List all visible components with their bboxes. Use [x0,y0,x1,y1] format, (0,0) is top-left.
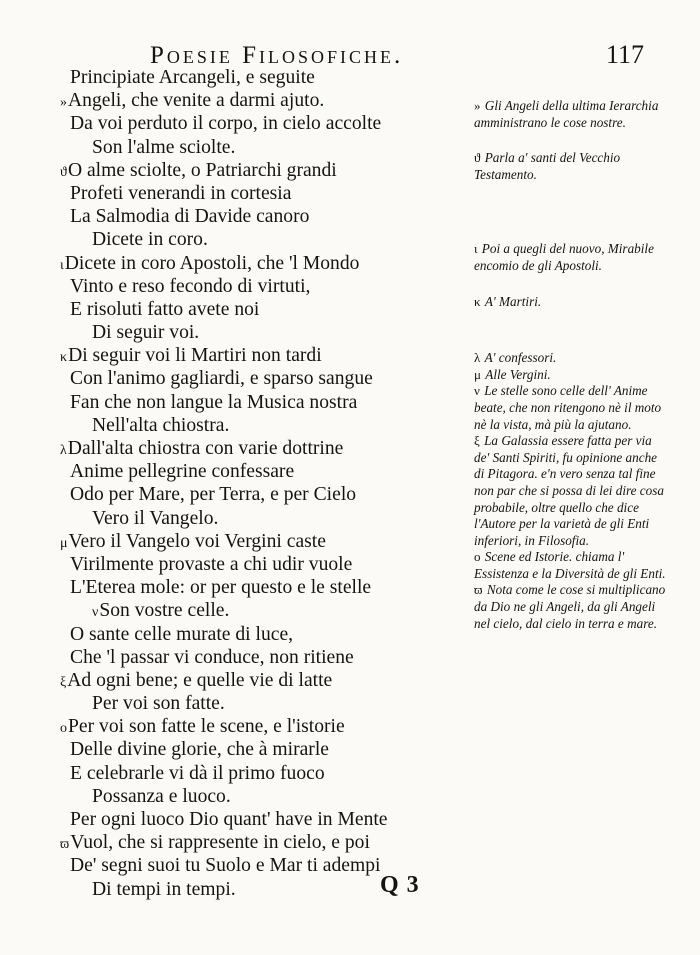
verse-line [60,831,470,854]
verse-line [60,252,470,275]
verse-line [70,228,470,251]
verse-text: Ad ogni bene; e quelle vie di latte [67,669,333,691]
verse-line [70,507,470,530]
marginal-note [474,383,666,433]
page-number: 117 [605,40,644,69]
verse-line [70,414,470,437]
note-text: Le stelle sono celle dell' Anime beate, che non ritengono nè il moto nè la vista, mà più la ajutano. [474,383,662,432]
verse-text: Vero il Vangelo. [92,507,219,529]
note-marker: μ [474,366,481,382]
note-marker: ϖ [60,837,70,853]
note-marker: ϑ [60,164,67,180]
marginal-note [474,98,666,131]
verse-line [70,762,470,785]
verse-text: E risoluti fatto avete noi [70,298,260,320]
verse-line [60,715,470,738]
verse-line [70,483,470,506]
marginal-note [474,294,666,311]
verse-line [60,344,470,367]
verse-line [70,367,470,390]
note-marker: ϑ [474,150,481,166]
note-marker: λ [60,443,67,458]
verse-line [70,692,470,715]
verse-line [60,437,470,460]
verse-line [70,785,470,808]
note-marker: λ [474,350,481,366]
verse-column [60,66,470,901]
marginal-note [474,549,666,582]
note-marker: ξ [474,433,480,449]
verse-text: La Salmodia di Davide canoro [70,206,310,228]
marginal-note [474,150,666,183]
note-text: La Galassia essere fatta per via de' Santi Spiriti, fu opinione anche di Pitagora. e'n vero senza tal fine non par che si possa di lei dire cosa probabile, oltre quello che dice l'Autore per la varietà de gli Enti inferiori, in Filosofia. [474,433,664,548]
verse-line [60,530,470,553]
verse-line [70,321,470,344]
verse-text: Son vostre celle. [99,600,230,622]
verse-line [70,553,470,576]
verse-text: Di tempi in tempi. [92,878,236,900]
signature-mark: Q 3 [380,872,420,898]
note-marker: ν [92,605,99,621]
verse-text: Anime pellegrine confessare [70,461,295,483]
verse-text: Fan che non langue la Musica nostra [70,391,358,413]
note-marker: ν [474,383,480,399]
note-marker: κ [474,293,481,309]
note-text: Parla a' santi del Vecchio Testamento. [474,150,621,182]
verse-text: Delle divine glorie, che à mirarle [70,739,329,761]
verse-text: Dicete in coro. [92,229,208,251]
note-marker: κ [60,350,68,366]
verse-text: Possanza e luoco. [92,785,231,807]
verse-text: Per voi son fatte le scene, e l'istorie [68,716,345,738]
verse-text: O sante celle murate di luce, [70,623,294,645]
verse-line [70,182,470,205]
verse-text: Vuol, che si rappresente in cielo, e poi [70,832,370,854]
verse-text: Profeti venerandi in cortesia [70,182,292,204]
verse-text: Dall'alta chiostra con varie dottrine [67,438,344,459]
verse-text: Per voi son fatte. [92,693,225,715]
verse-line [70,66,470,89]
verse-text: Son l'alme sciolte. [92,136,236,158]
note-marker: ϖ [474,582,483,598]
verse-line [70,646,470,669]
verse-line [70,205,470,228]
note-text: Scene ed Istorie. chiama l' Essistenza e la Diversità de gli Enti. [474,549,666,581]
verse-line [70,112,470,135]
verse-line [70,460,470,483]
verse-text: Angeli, che venite a darmi ajuto. [68,90,325,112]
verse-line [70,298,470,321]
verse-line [70,136,470,159]
note-marker: ξ [60,674,67,690]
verse-text: L'Eterea mole: or per questo e le stelle [70,577,372,599]
verse-text: O alme sciolte, o Patriarchi grandi [67,159,337,181]
verse-text: Di seguir voi li Martiri non tardi [68,345,322,367]
verse-line [60,89,470,112]
verse-text: Nell'alta chiostra. [92,414,230,436]
verse-line [70,623,470,646]
verse-text: Principiate Arcangeli, e seguite [70,67,315,88]
note-marker: » [60,95,67,111]
note-text: Nota come le cose si multiplicano da Dio ne gli Angeli, da gli Angeli nel cielo, dal cielo in terra e mare. [474,582,666,631]
verse-line [60,669,470,692]
verse-line [60,159,470,182]
running-head: Poesie Filosofiche. [150,42,404,69]
verse-line [70,808,470,831]
verse-line [70,599,470,622]
note-text: A' Martiri. [484,293,542,309]
verse-line [70,576,470,599]
note-marker: ι [474,241,478,257]
note-text: Alle Vergini. [485,366,551,382]
verse-text: Con l'animo gagliardi, e sparso sangue [70,368,373,390]
marginal-note [474,367,666,384]
marginal-notes [474,98,666,632]
note-marker: ο [60,721,67,737]
verse-line [70,391,470,414]
verse-line [70,738,470,761]
marginal-note [474,433,666,549]
note-marker: » [474,98,481,113]
verse-text: De' segni suoi tu Suolo e Mar ti adempi [70,855,381,877]
note-marker: ο [474,549,481,565]
marginal-note [474,582,666,632]
verse-text: Odo per Mare, per Terra, e per Cielo [70,484,357,506]
verse-text: Vinto e reso fecondo di virtuti, [70,275,311,297]
verse-line [70,275,470,298]
note-marker: μ [60,535,68,551]
marginal-note [474,241,666,274]
verse-text: Di seguir voi. [92,322,200,344]
marginal-note [474,350,666,367]
verse-text: Che 'l passar vi conduce, non ritiene [70,646,354,668]
note-text: Gli Angeli della ultima Ierarchia amministrano le cose nostre. [474,98,659,130]
verse-text: Da voi perduto il corpo, in cielo accolte [70,113,382,135]
verse-text: Per ogni luoco Dio quant' have in Mente [70,809,388,830]
note-text: Poi a quegli del nuovo, Mirabile encomio de gli Apostoli. [474,241,654,273]
verse-text: E celebrarle vi dà il primo fuoco [70,762,325,784]
verse-text: Dicete in coro Apostoli, che 'l Mondo [64,252,360,274]
note-text: A' confessori. [484,350,557,366]
note-marker: ι [60,257,64,273]
verse-text: Vero il Vangelo voi Vergini caste [68,530,326,552]
verse-text: Virilmente provaste a chi udir vuole [70,553,353,575]
